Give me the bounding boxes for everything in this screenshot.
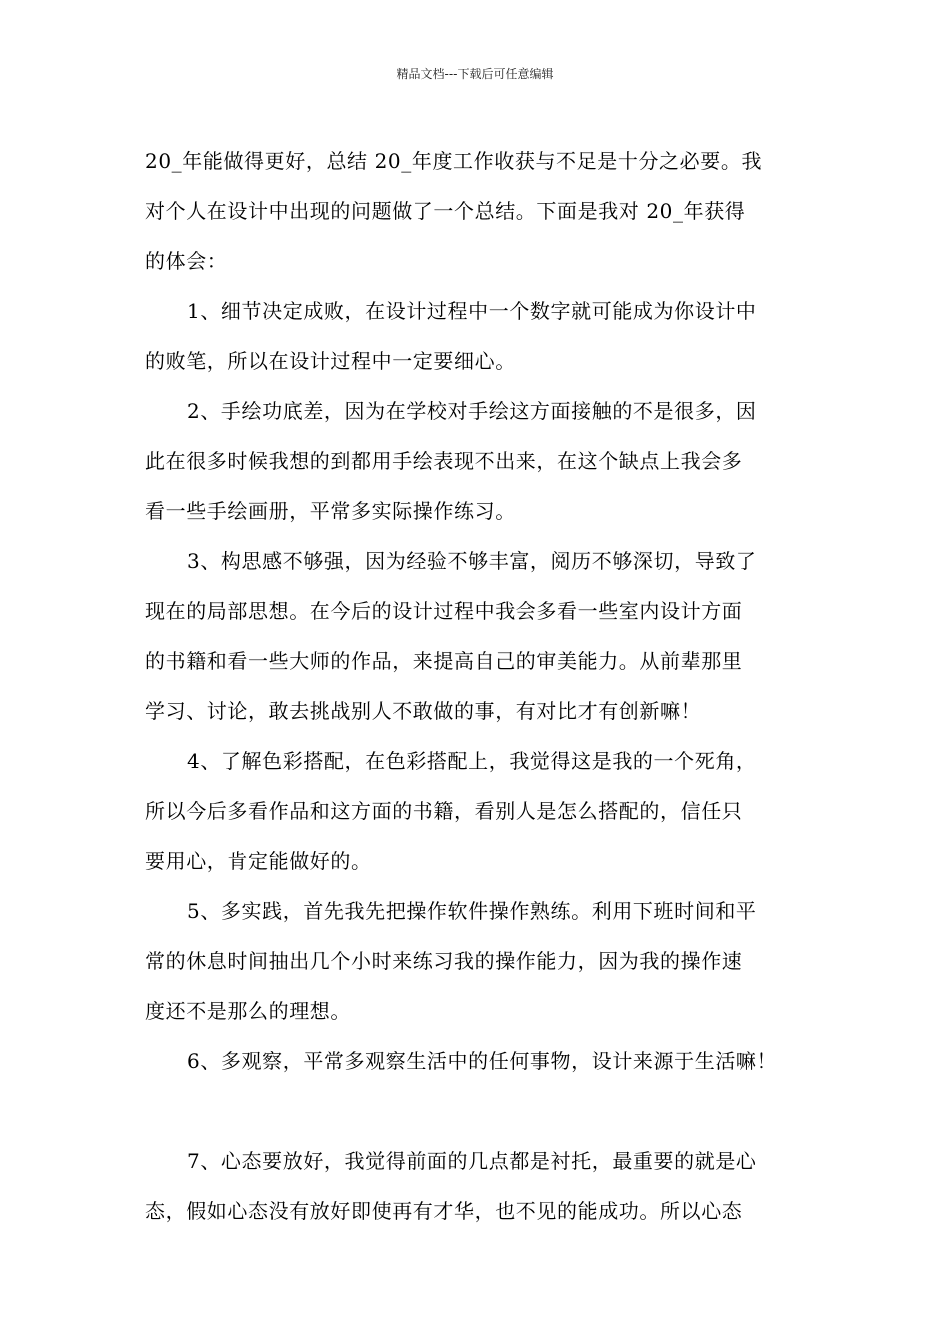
paragraph-line: 1、细节决定成败，在设计过程中一个数字就可能成为你设计中 xyxy=(187,299,757,323)
paragraph-item-7 xyxy=(145,1136,810,1236)
paragraph-item-4 xyxy=(145,736,810,886)
paragraph-line: 的书籍和看一些大师的作品，来提高自己的审美能力。从前辈那里 xyxy=(145,649,743,673)
paragraph-line: 7、心态要放好，我觉得前面的几点都是衬托，最重要的就是心 xyxy=(187,1149,757,1173)
paragraph-line: 的败笔，所以在设计过程中一定要细心。 xyxy=(145,349,516,373)
paragraph-line: 度还不是那么的理想。 xyxy=(145,999,351,1023)
paragraph-intro xyxy=(145,136,810,286)
paragraph-line: 看一些手绘画册，平常多实际操作练习。 xyxy=(145,499,516,523)
paragraph-line: 此在很多时候我想的到都用手绘表现不出来，在这个缺点上我会多 xyxy=(145,449,743,473)
paragraph-line: 2、手绘功底差，因为在学校对手绘这方面接触的不是很多，因 xyxy=(187,399,757,423)
paragraph-line: 常的休息时间抽出几个小时来练习我的操作能力，因为我的操作速 xyxy=(145,949,743,973)
blank-line xyxy=(145,1086,810,1136)
paragraph-item-1 xyxy=(145,286,810,386)
paragraph-line: 20_年能做得更好，总结 20_年度工作收获与不足是十分之必要。我 xyxy=(145,149,763,173)
document-body xyxy=(145,136,810,1236)
paragraph-line: 现在的局部思想。在今后的设计过程中我会多看一些室内设计方面 xyxy=(145,599,743,623)
paragraph-line: 5、多实践，首先我先把操作软件操作熟练。利用下班时间和平 xyxy=(187,899,757,923)
paragraph-line: 4、了解色彩搭配，在色彩搭配上，我觉得这是我的一个死角， xyxy=(187,749,757,773)
paragraph-line: 态，假如心态没有放好即使再有才华，也不见的能成功。所以心态 xyxy=(145,1199,743,1223)
paragraph-line: 对个人在设计中出现的问题做了一个总结。下面是我对 20_年获得 xyxy=(145,199,746,223)
paragraph-line: 学习、讨论，敢去挑战别人不敢做的事，有对比才有创新嘛！ xyxy=(145,699,702,723)
paragraph-item-5 xyxy=(145,886,810,1036)
paragraph-line: 6、多观察，平常多观察生活中的任何事物，设计来源于生活嘛！ xyxy=(187,1049,778,1073)
paragraph-item-3 xyxy=(145,536,810,736)
paragraph-line: 要用心，肯定能做好的。 xyxy=(145,849,372,873)
page-header: 精品文档---下载后可任意编辑 xyxy=(396,67,554,81)
paragraph-item-6 xyxy=(145,1036,810,1086)
paragraph-line: 所以今后多看作品和这方面的书籍，看别人是怎么搭配的，信任只 xyxy=(145,799,743,823)
paragraph-line: 的体会： xyxy=(145,249,228,273)
paragraph-line: 3、构思感不够强，因为经验不够丰富，阅历不够深切，导致了 xyxy=(187,549,757,573)
paragraph-item-2 xyxy=(145,386,810,536)
